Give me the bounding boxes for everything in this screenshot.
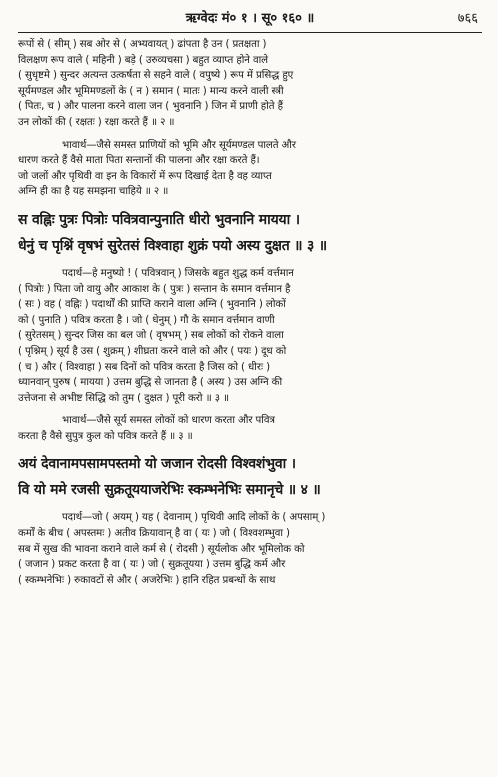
padartha-4 (18, 510, 482, 588)
bhavartha-3 (18, 413, 482, 444)
page-header (18, 8, 482, 30)
text-line: सूर्यमण्डल और भूमिमण्डलों के ( न ) समान ( मातः ) मान्य करने वाली स्त्री (18, 85, 284, 97)
padartha-3 (18, 266, 482, 406)
text-line: उत्तेजना से अभीष्ट सिद्धि को तुम ( दुक्षत ) पूरी करो ॥ ३ ॥ (18, 392, 230, 404)
text-line: सब में सुख की भावना कराने वाले कर्म से ( रोदसी ) सूर्यलोक और भूमिलोक को (18, 543, 305, 555)
text-line: ध्यानवान् पुरुष ( मायया ) उत्तम बुद्धि से जानता है ( अस्य ) उस अग्नि की (18, 377, 283, 389)
text-line: ( सुरेतसम् ) सुन्दर जिस का बल जो ( वृषभम् ) सब लोकों को रोकने वाला (18, 330, 284, 342)
text-line: को ( पुनाति ) पवित्र करता है । जो ( धेनुम् ) गौ के समान वर्त्तमान वाणी (18, 314, 275, 326)
text-line: जो जलों और पृथिवी वा इन के विकारों में रूप दिखाई देता है वह व्याप्त (18, 170, 272, 182)
bhavartha-2 (18, 138, 482, 200)
text-line: अग्नि ही का है यह समझना चाहिये ॥ २ ॥ (18, 186, 169, 198)
text-line: करता है वैसे सुपुत्र कुल को पवित्र करते हैं ॥ ३ ॥ (18, 430, 193, 442)
header-rule (18, 32, 482, 33)
mantra-4 (18, 451, 482, 503)
text-line: उन लोकों की ( रक्षतः ) रक्षा करते हैं ॥ २ ॥ (18, 116, 175, 128)
text-line: ( पृश्निम् ) सूर्य है उस ( शुक्रम् ) शीघ्रता करने वाले को और ( पयः ) दूध को (18, 345, 287, 357)
commentary-continued (18, 37, 482, 131)
mantra-line: वि यो ममे रजसी सुक्रतूययाजरेभिः स्कम्भनेभिः समानृचे ॥ ४ ॥ (18, 482, 321, 499)
text-line: विलक्षण रूप वाले ( महिनी ) बड़े ( उरुव्यचसा ) बहुत व्याप्त होने वाले (18, 54, 268, 66)
running-title: ऋग्वेदः मं० १ । सू० १६० ॥ (185, 11, 315, 26)
text-line: ( पित्रोः ) पिता जो वायु और आकाश के ( पुत्रः ) सन्तान के समान वर्त्तमान है (18, 283, 291, 295)
text-line: ( सुधृष्टमे ) सुन्दर अत्यन्त उत्कर्षता से सहने वाले ( वपुष्ये ) रूप में प्रसिद्ध हुए (18, 70, 294, 82)
text-line: रूपों से ( सीम् ) सब ओर से ( अभ्यवायत् ) ढांपता है उन ( प्रतक्षता ) (18, 39, 267, 50)
mantra-line: स वह्निः पुत्रः पित्रोः पवित्रवान्पुनाति धीरो भुवनानि मायया । (18, 211, 300, 228)
text-line: ( जजान ) प्रकट करता है वा ( यः ) जो ( सुक्रतूयया ) उत्तम बुद्धि कर्म और (18, 559, 286, 571)
page-number: ७६६ (457, 11, 478, 26)
text-line: ( पितः, च ) और पालना करने वाला जन ( भुवनानि ) जिन में प्राणी होते हैं (18, 101, 283, 113)
mantra-3 (18, 207, 482, 259)
text-line: कर्मों के बीच ( अपस्तमः ) अतीव क्रियावान् है वा ( यः ) जो ( विश्वशम्भुवा ) (18, 528, 290, 540)
mantra-line: धेनुं च पृश्निं वृषभं सुरेतसं विश्वाहा शुक्रं पयो अस्य दुक्षत ॥ ३ ॥ (18, 237, 327, 254)
text-line: ( सः ) वह ( वह्निः ) पदार्थों की प्राप्ति कराने वाला अग्नि ( भुवनानि ) लोकों (18, 299, 286, 311)
text-line: पदार्थ—जो ( अयम् ) यह ( देवानाम् ) पृथिवी आदि लोकों के ( अपसाम् ) (62, 512, 326, 524)
text-line: धारण करते हैं वैसे माता पिता सन्तानों की पालना और रक्षा करते हैं। (18, 155, 260, 167)
text-line: भावार्थ—जैसे समस्त प्राणियों को भूमि और सूर्यमण्डल पालते और (62, 139, 296, 151)
text-line: भावार्थ—जैसे सूर्य समस्त लोकों को धारण करता और पवित्र (62, 415, 275, 427)
text-line: ( स्कम्भनेभिः ) रुकावटों से और ( अजरेभिः ) हानि रहित प्रबन्धों के साथ (18, 574, 276, 586)
text-line: पदार्थ—हे मनुष्यो ! ( पवित्रवान् ) जिसके बहुत शुद्ध कर्म वर्त्तमान (62, 267, 294, 279)
mantra-line: अयं देवानामपसामपस्तमो यो जजान रोदसी विश्वशंभुवा । (18, 456, 296, 473)
text-line: ( च ) और ( विश्वाहा ) सब दिनों को पवित्र करता है जिस को ( धीरः ) (18, 361, 270, 373)
